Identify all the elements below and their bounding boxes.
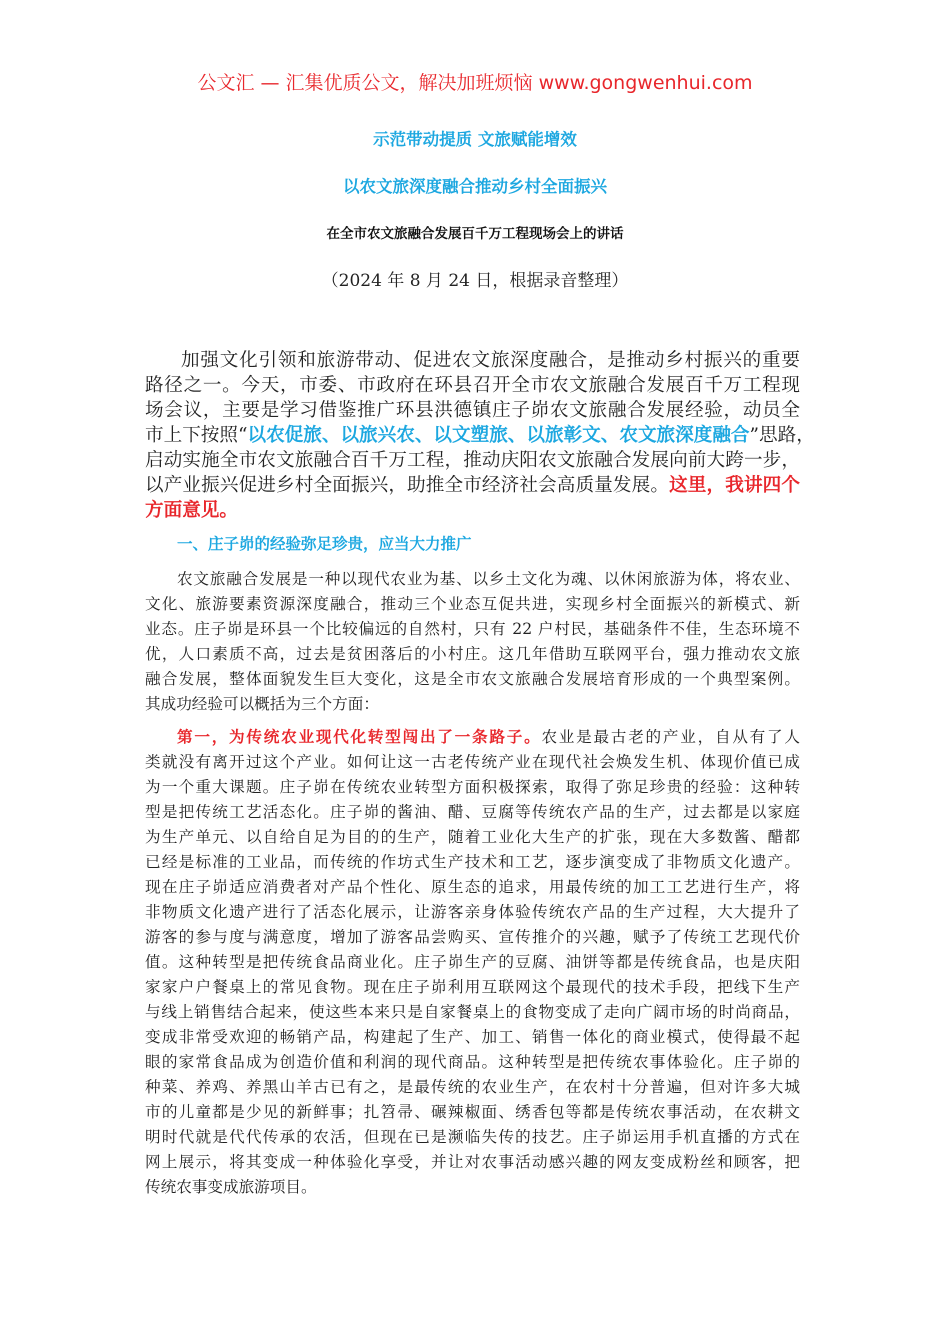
highlight-blue-text: 以农促旅、以旅兴农、以文塑旅、以旅彰文、农文旅深度融合 bbox=[247, 425, 750, 446]
highlight-red-text: 第一，为传统农业现代化转型闯出了一条路子。 bbox=[177, 728, 542, 746]
speech-occasion: 在全市农文旅融合发展百千万工程现场会上的讲话 bbox=[326, 226, 624, 242]
text-segment: 为一个重大课题。庄子峁在传统农业转型方面积极探索，取得了弥足珍贵的经验：这种转 bbox=[145, 778, 800, 796]
text-segment: 农业是最古老的产业，自从有了人 bbox=[541, 728, 800, 746]
text-segment: 场会议，主要是学习借鉴推广环县洪德镇庄子峁农文旅融合发展经验，动员全 bbox=[145, 400, 800, 421]
text-segment: 其成功经验可以概括为三个方面： bbox=[145, 695, 379, 713]
text-segment: 传统农事变成旅游项目。 bbox=[145, 1178, 317, 1196]
text-line bbox=[145, 1150, 800, 1175]
text-line bbox=[145, 750, 800, 775]
text-line bbox=[145, 642, 800, 667]
paragraph-intro bbox=[145, 348, 815, 523]
text-segment: 值。这种转型是把传统食品商业化。庄子峁生产的豆腐、油饼等都是传统食品，也是庆阳 bbox=[145, 953, 800, 971]
text-segment: 已经是标准的工业品，而传统的作坊式生产技术和工艺，逐步演变成了非物质文化遗产。 bbox=[145, 853, 800, 871]
text-segment: 业态。庄子峁是环县一个比较偏远的自然村，只有 22 户村民，基础条件不佳，生态环境不 bbox=[145, 620, 800, 638]
text-segment: 优，人口素质不高，过去是贫困落后的小村庄。这几年借助互联网平台，强力推动农文旅 bbox=[145, 645, 800, 663]
text-segment: 路径之一。今天，市委、市政府在环县召开全市农文旅融合发展百千万工程现 bbox=[145, 375, 800, 396]
text-segment: 加强文化引领和旅游带动、促进农文旅深度融合，是推动乡村振兴的重要 bbox=[181, 350, 800, 371]
text-segment: 网上展示，将其变成一种体验化享受，并让对农事活动感兴趣的网友变成粉丝和顾客，把 bbox=[145, 1153, 800, 1171]
text-line bbox=[145, 1075, 800, 1100]
text-segment: 市上下按照“ bbox=[145, 425, 248, 446]
text-line bbox=[145, 1050, 800, 1075]
paragraph-3 bbox=[145, 725, 800, 1200]
text-segment: 明时代就是代代传承的农活，但现在已是濒临失传的技艺。庄子峁运用手机直播的方式在 bbox=[145, 1128, 800, 1146]
document-subtitle-title: 以农文旅深度融合推动乡村全面振兴 bbox=[343, 177, 607, 196]
text-line bbox=[145, 950, 800, 975]
text-segment: 非物质文化遗产进行了活态化展示，让游客亲身体验传统农产品的生产过程，大大提升了 bbox=[145, 903, 800, 921]
text-line bbox=[145, 1100, 800, 1125]
text-line bbox=[145, 850, 800, 875]
text-line bbox=[145, 1000, 800, 1025]
text-line bbox=[145, 875, 800, 900]
text-segment: 型是把传统工艺活态化。庄子峁的酱油、醋、豆腐等传统农产品的生产，过去都是以家庭 bbox=[145, 803, 800, 821]
text-segment: 游客的参与度与满意度，增加了游客品尝购买、宣传推介的兴趣，赋予了传统工艺现代价 bbox=[145, 928, 800, 946]
text-line bbox=[145, 617, 800, 642]
text-segment: 为生产单元、以自给自足为目的的生产，随着工业化大生产的扩张，现在大多数酱、醋都 bbox=[145, 828, 800, 846]
text-line bbox=[145, 448, 800, 473]
text-segment: 农文旅融合发展是一种以现代农业为基、以乡土文化为魂、以休闲旅游为体，将农业、 bbox=[177, 570, 800, 588]
text-line bbox=[145, 725, 800, 750]
text-line bbox=[145, 398, 800, 423]
text-segment: 眼的家常食品成为创造价值和利润的现代商品。这种转型是把传统农事体验化。庄子峁的 bbox=[145, 1053, 800, 1071]
text-segment: 种菜、养鸡、养黑山羊古已有之，是最传统的农业生产，在农村十分普遍，但对许多大城 bbox=[145, 1078, 800, 1096]
text-segment: 市的儿童都是少见的新鲜事；扎笤帚、碾辣椒面、绣香包等都是传统农事活动，在农耕文 bbox=[145, 1103, 800, 1121]
text-line bbox=[145, 498, 800, 523]
text-line bbox=[145, 592, 800, 617]
text-segment: 融合发展，整体面貌发生巨大变化，这是全市农文旅融合发展培育形成的一个典型案例。 bbox=[145, 670, 800, 688]
date-note: （2024 年 8 月 24 日，根据录音整理） bbox=[321, 271, 629, 291]
text-line bbox=[145, 775, 800, 800]
text-segment: 现在庄子峁适应消费者对产品个性化、原生态的追求，用最传统的加工工艺进行生产，将 bbox=[145, 878, 800, 896]
watermark-banner: 公文汇 — 汇集优质公文，解决加班烦恼 www.gongwenhui.com bbox=[197, 72, 753, 94]
text-line bbox=[145, 800, 800, 825]
text-line bbox=[145, 373, 800, 398]
text-segment: 与线上销售结合起来，使这些本来只是自家餐桌上的食物变成了走向广阔市场的时尚商品， bbox=[145, 1003, 800, 1021]
text-line bbox=[145, 348, 800, 373]
text-line bbox=[145, 567, 800, 592]
text-segment: 类就没有离开过这个产业。如何让这一古老传统产业在现代社会焕发生机、体现价值已成 bbox=[145, 753, 800, 771]
text-line bbox=[145, 1175, 800, 1200]
text-line bbox=[145, 692, 800, 717]
text-segment: 家家户户餐桌上的常见食物。现在庄子峁利用互联网这个最现代的技术手段，把线下生产 bbox=[145, 978, 800, 996]
text-line bbox=[145, 925, 800, 950]
text-line bbox=[145, 900, 800, 925]
text-segment: 文化、旅游要素资源深度融合，推动三个业态互促共进，实现乡村全面振兴的新模式、新 bbox=[145, 595, 800, 613]
text-segment: ”思路， bbox=[749, 425, 815, 446]
text-line bbox=[145, 975, 800, 1000]
document-title: 示范带动提质 文旅赋能增效 bbox=[373, 130, 577, 149]
text-line bbox=[145, 423, 815, 448]
text-line bbox=[145, 473, 800, 498]
text-line bbox=[145, 1025, 800, 1050]
text-line bbox=[145, 825, 800, 850]
highlight-red-text: 这里，我讲四个 bbox=[669, 475, 800, 496]
paragraph-2 bbox=[145, 567, 800, 717]
text-segment: 启动实施全市农文旅融合百千万工程，推动庆阳农文旅融合发展向前大跨一步， bbox=[145, 450, 800, 471]
text-segment: 变成非常受欢迎的畅销产品，构建起了生产、加工、销售一体化的商业模式，使得最不起 bbox=[145, 1028, 800, 1046]
text-line bbox=[145, 667, 800, 692]
highlight-red-text: 方面意见。 bbox=[145, 500, 238, 521]
section-heading-1: 一、庄子峁的经验弥足珍贵，应当大力推广 bbox=[177, 535, 472, 553]
text-segment: 以产业振兴促进乡村全面振兴，助推全市经济社会高质量发展。 bbox=[145, 475, 670, 496]
text-line bbox=[145, 1125, 800, 1150]
